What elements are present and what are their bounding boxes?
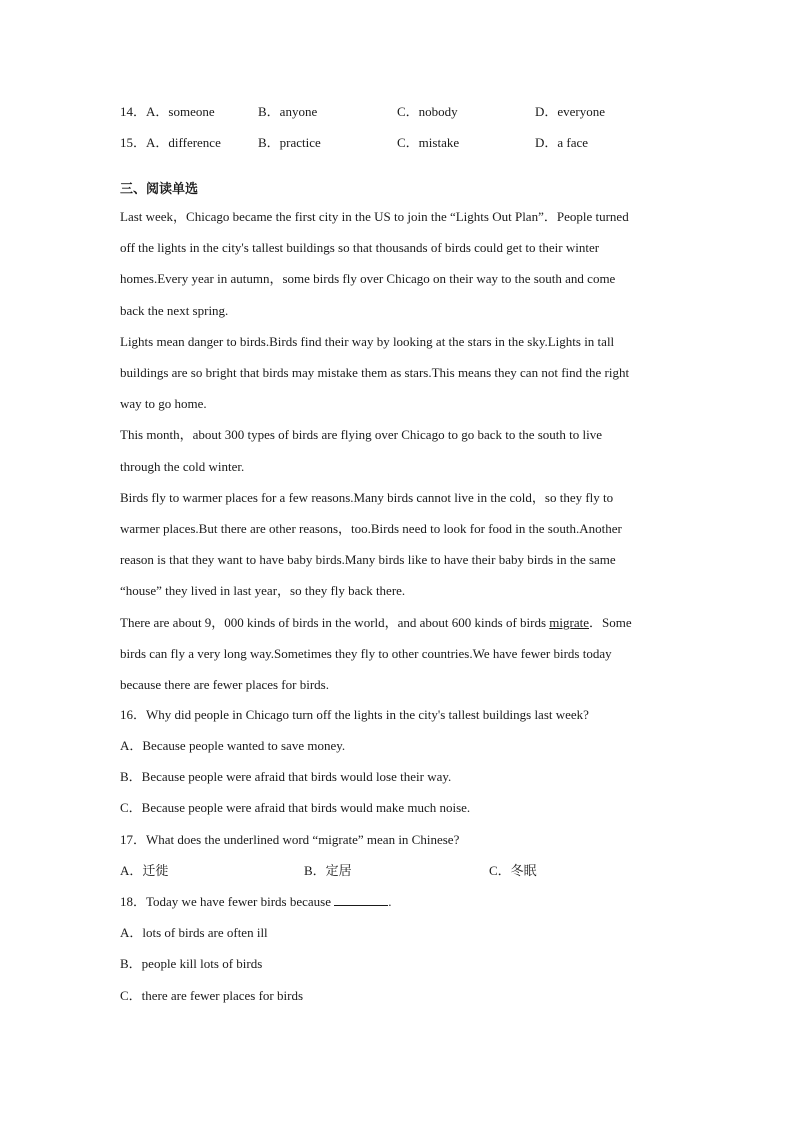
passage-line: reason is that they want to have baby birds.Many birds like to have their baby birds in the same [120,552,616,568]
question-16-option-b: B．Because people were afraid that birds would lose their way. [120,769,452,784]
passage-line: back the next spring. [120,302,229,318]
passage-line-with-underlined-word: There are about 9，000 kinds of birds in the world，and about 600 kinds of birds migrate．Some [120,614,632,630]
passage-line: buildings are so bright that birds may mistake them as stars.This means they can not find the right [120,365,630,381]
underlined-word-migrate: migrate [549,614,590,630]
passage-line: This month，about 300 types of birds are flying over Chicago to go back to the south to live [120,427,603,443]
passage-line: “house” they lived in last year，so they fly back there. [120,583,406,599]
question-17-option-a: A．迁徙 [120,863,169,878]
passage-line: because there are fewer places for birds. [120,677,329,693]
passage-line: Lights mean danger to birds.Birds find their way by looking at the stars in the sky.Lights in tall [120,333,615,349]
question-14-option-b: B．anyone [258,104,318,119]
passage-line: Birds fly to warmer places for a few reasons.Many birds cannot live in the cold，so they fly to [120,489,614,505]
passage-line: warmer places.But there are other reasons，too.Birds need to look for food in the south.Another [120,521,622,537]
passage-line: off the lights in the city's tallest buildings so that thousands of birds could get to their winter [120,240,600,256]
question-18-option-b: B．people kill lots of birds [120,956,263,971]
question-18-option-a: A．lots of birds are often ill [120,925,268,940]
question-16-option-a: A．Because people wanted to save money. [120,738,346,753]
reading-passage [120,201,676,700]
question-16-option-c: C．Because people were afraid that birds would make much noise. [120,800,471,815]
question-15-option-b: B．practice [258,135,321,150]
question-18-stem: 18．Today we have fewer birds because . [120,894,392,909]
answer-blank [334,893,388,906]
question-16-stem: 16．Why did people in Chicago turn off the lights in the city's tallest buildings last week? [120,707,589,722]
question-14-option-d: D．everyone [535,104,606,119]
passage-line: Last week，Chicago became the first city in the US to join the “Lights Out Plan”．People turned [120,209,629,224]
section-heading: 三、阅读单选 [120,182,199,197]
question-17-stem: 17．What does the underlined word “migrate” mean in Chinese? [120,832,460,847]
question-17-option-c: C．冬眠 [489,863,537,878]
question-14-option-c: C．nobody [397,104,458,119]
question-14-option-a: 14．A．someone [120,104,215,119]
question-17-option-b: B．定居 [304,863,352,878]
question-15-option-c: C．mistake [397,135,460,150]
passage-line: through the cold winter. [120,458,245,474]
passage-line: way to go home. [120,396,207,412]
question-15-option-d: D．a face [535,135,589,150]
question-15-option-a: 15．A．difference [120,135,221,150]
passage-line: homes.Every year in autumn，some birds fly over Chicago on their way to the south and come [120,271,616,287]
question-18-option-c: C．there are fewer places for birds [120,988,303,1003]
passage-line: birds can fly a very long way.Sometimes they fly to other countries.We have fewer birds today [120,645,612,661]
